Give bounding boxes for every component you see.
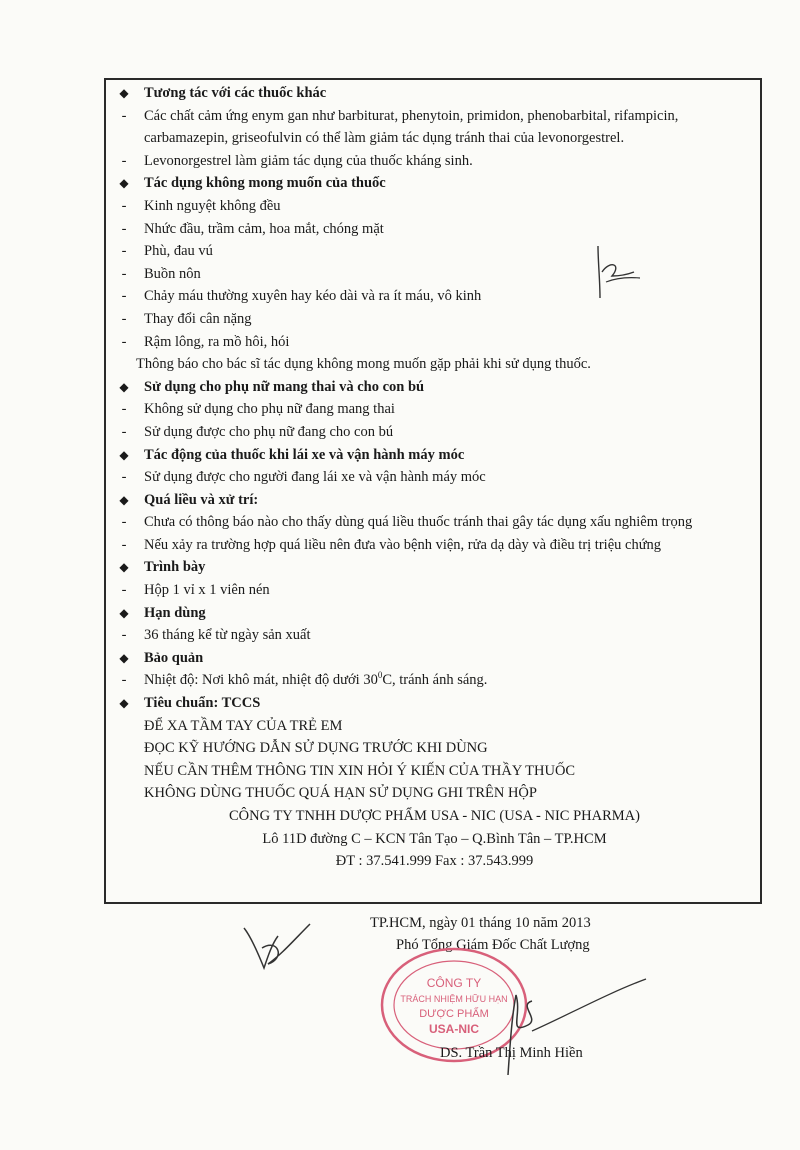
list-item <box>112 240 757 263</box>
warning-line: ĐỂ XA TẦM TAY CỦA TRẺ EM <box>144 717 343 734</box>
section-heading <box>112 692 757 715</box>
list-item <box>112 195 757 218</box>
warning-line: ĐỌC KỸ HƯỚNG DẪN SỬ DỤNG TRƯỚC KHI DÙNG <box>144 740 488 757</box>
heading-text: Tác động của thuốc khi lái xe và vận hành máy móc <box>144 446 465 463</box>
handwritten-signature-right <box>478 975 658 1085</box>
diamond-bullet-icon: ◆ <box>119 696 129 711</box>
item-text: Chảy máu thường xuyên hay kéo dài và ra ít máu, vô kinh <box>144 288 482 305</box>
section-heading <box>112 489 757 512</box>
company-info-line: CÔNG TY TNHH DƯỢC PHẨM USA - NIC (USA - NIC PHARMA) <box>229 808 640 824</box>
diamond-bullet-icon: ◆ <box>119 379 129 394</box>
dash-bullet: - <box>121 672 127 689</box>
dash-bullet: - <box>121 536 127 553</box>
signer-title: Phó Tổng Giám Đốc Chất Lượng <box>396 937 590 953</box>
heading-text: Bảo quản <box>144 649 204 666</box>
list-item <box>112 534 757 557</box>
section-heading <box>112 172 757 195</box>
item-text: Rậm lông, ra mồ hôi, hói <box>144 333 290 350</box>
item-text: 36 tháng kể từ ngày sản xuất <box>144 627 311 644</box>
item-text: Chưa có thông báo nào cho thấy dùng quá liều thuốc tránh thai gây tác dụng xấu nghiêm trọng <box>144 514 693 531</box>
stamp-line1: CÔNG TY <box>426 976 482 990</box>
heading-text: Quá liều và xử trí: <box>144 491 259 508</box>
list-item <box>112 263 757 286</box>
list-item <box>112 466 757 489</box>
company-info-line: Lô 11D đường C – KCN Tân Tạo – Q.Bình Tân – TP.HCM <box>262 830 607 847</box>
degree-superscript: 0 <box>377 670 383 681</box>
dash-bullet: - <box>121 401 127 418</box>
section-heading <box>112 647 757 670</box>
list-item <box>112 579 757 602</box>
dash-bullet: - <box>121 220 127 237</box>
warning-line: NẾU CẦN THÊM THÔNG TIN XIN HỎI Ý KIẾN CỦA THẦY THUỐC <box>144 762 576 779</box>
item-text: Nếu xảy ra trường hợp quá liều nên đưa vào bệnh viện, rửa dạ dày và điều trị triệu chứng <box>144 536 662 553</box>
section-heading <box>112 444 757 467</box>
list-item <box>112 308 757 331</box>
dash-bullet: - <box>121 582 127 599</box>
dash-bullet: - <box>121 243 127 260</box>
heading-text: Trình bày <box>144 559 206 576</box>
item-text: Không sử dụng cho phụ nữ đang mang thai <box>144 401 395 418</box>
list-item <box>112 624 757 647</box>
diamond-bullet-icon: ◆ <box>119 447 129 462</box>
dash-bullet: - <box>121 288 127 305</box>
heading-text: Tác dụng không mong muốn của thuốc <box>144 175 386 192</box>
heading-text: Tiêu chuẩn: TCCS <box>144 695 261 712</box>
dash-bullet: - <box>121 310 127 327</box>
item-text: Hộp 1 vỉ x 1 viên nén <box>144 582 270 599</box>
item-text: Kinh nguyệt không đều <box>144 197 281 214</box>
section-heading <box>112 602 757 625</box>
list-item <box>112 511 757 534</box>
item-text: Nhức đầu, trầm cảm, hoa mắt, chóng mặt <box>144 220 384 237</box>
dash-bullet: - <box>121 423 127 440</box>
item-text: Buồn nôn <box>144 265 201 282</box>
item-text: Các chất cảm ứng enym gan như barbiturat, phenytoin, primidon, phenobarbital, rifampicin, carbamazepin, griseofulvin có thể làm giảm tác dụng tránh thai của levonorgestrel. <box>144 107 679 147</box>
dash-bullet: - <box>121 514 127 531</box>
company-info-line: ĐT : 37.541.999 Fax : 37.543.999 <box>335 853 534 870</box>
list-item <box>112 150 757 173</box>
warning-line: KHÔNG DÙNG THUỐC QUÁ HẠN SỬ DỤNG GHI TRÊN HỘP <box>144 785 537 802</box>
section-heading <box>112 556 757 579</box>
document-body <box>112 82 757 873</box>
handwritten-signature-left <box>238 918 318 978</box>
diamond-bullet-icon: ◆ <box>119 86 129 100</box>
section-heading <box>112 82 757 105</box>
list-item <box>112 421 757 444</box>
signer-name: DS. Trần Thị Minh Hiền <box>440 1045 583 1061</box>
list-item <box>112 331 757 354</box>
item-text: Levonorgestrel làm giảm tác dụng của thuốc kháng sinh. <box>144 152 473 169</box>
dash-bullet: - <box>121 469 127 486</box>
stamp-line3: DƯỢC PHẨM <box>419 1008 489 1020</box>
section-heading <box>112 376 757 399</box>
item-text: Sử dụng được cho người đang lái xe và vận hành máy móc <box>144 469 486 486</box>
heading-text: Hạn dùng <box>144 604 206 621</box>
list-item <box>112 285 757 308</box>
diamond-bullet-icon: ◆ <box>119 492 129 507</box>
item-text: C, tránh ánh sáng. <box>382 672 488 689</box>
advisory-note: Thông báo cho bác sĩ tác dụng không mong muốn gặp phải khi sử dụng thuốc. <box>136 356 591 373</box>
diamond-bullet-icon: ◆ <box>119 605 129 620</box>
dash-bullet: - <box>121 197 127 214</box>
dash-bullet: - <box>121 265 127 282</box>
diamond-bullet-icon: ◆ <box>119 650 129 665</box>
dash-bullet: - <box>121 627 127 644</box>
item-text: Phù, đau vú <box>144 243 213 260</box>
heading-text: Sử dụng cho phụ nữ mang thai và cho con bú <box>144 378 425 395</box>
date-signature-block <box>370 912 591 956</box>
list-item <box>112 398 757 421</box>
list-item <box>112 218 757 241</box>
dash-bullet: - <box>121 152 127 169</box>
date-line: TP.HCM, ngày 01 tháng 10 năm 2013 <box>370 915 591 931</box>
list-item <box>112 669 757 692</box>
item-text: Thay đổi cân nặng <box>144 310 252 327</box>
dash-bullet: - <box>121 107 127 124</box>
stamp-line4: USA-NIC <box>429 1022 479 1036</box>
item-text: Nhiệt độ: Nơi khô mát, nhiệt độ dưới 30 <box>144 672 378 689</box>
heading-text: Tương tác với các thuốc khác <box>144 85 327 101</box>
diamond-bullet-icon: ◆ <box>119 176 129 191</box>
list-item <box>112 105 757 150</box>
stamp-line2: TRÁCH NHIỆM HỮU HẠN <box>400 994 508 1004</box>
item-text: Sử dụng được cho phụ nữ đang cho con bú <box>144 423 394 440</box>
dash-bullet: - <box>121 333 127 350</box>
diamond-bullet-icon: ◆ <box>119 560 129 575</box>
